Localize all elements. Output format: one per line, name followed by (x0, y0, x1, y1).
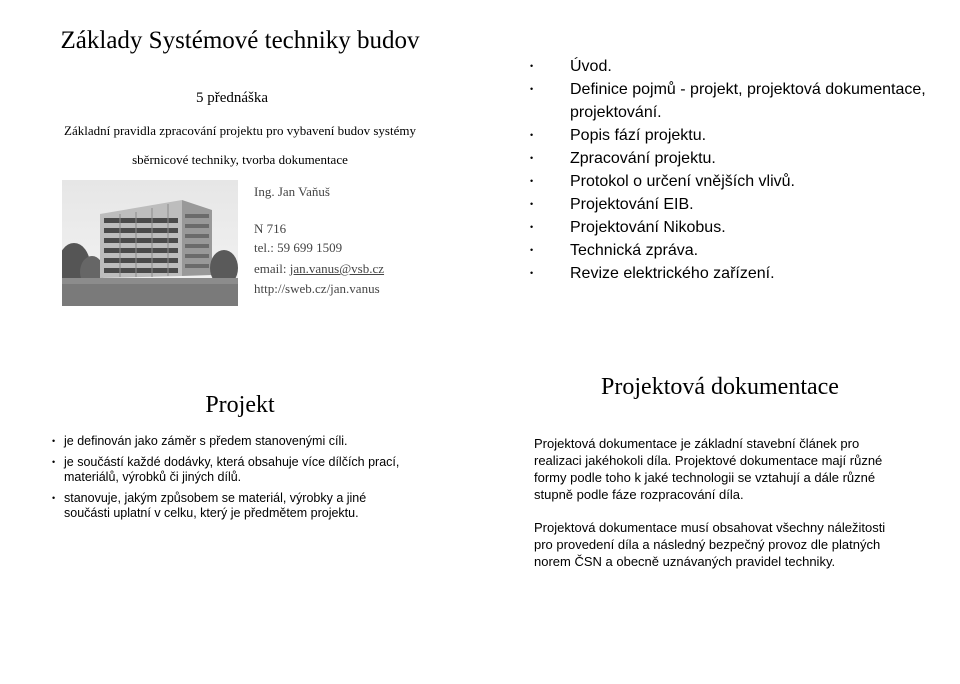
documentation-paragraph-1: Projektová dokumentace je základní stavební článek pro realizaci jakéhokoli díla. Projektové dokumentace mají různé formy podle toho k jaké technologii se vztahují a dále různé stupně podle fáze rozpracování díla. (534, 436, 883, 502)
definition-item: • je součástí každé dodávky, která obsahuje více dílčích prací, materiálů, výrobků či jiných dílů. (64, 455, 404, 485)
project-slide (0, 342, 480, 684)
outline-item: • Zpracování projektu. (570, 147, 950, 170)
documentation-paragraph-2: Projektová dokumentace musí obsahovat všechny náležitosti pro provedení díla a následný bezpečný provoz dle platných norem ČSN a obecně uznávaných pravidel techniky. (534, 520, 886, 569)
title-slide (0, 0, 480, 342)
definition-item: • je definován jako záměr s předem stanovenými cíli. (64, 434, 404, 449)
email-link[interactable]: jan.vanus@vsb.cz (289, 261, 385, 276)
email-label: email: (254, 261, 290, 276)
lecture-description-line2: sběrnicové techniky, tvorba dokumentace (132, 152, 348, 167)
outline-item: • Popis fází projektu. (570, 124, 950, 147)
slide-title: Základy Systémové techniky budov (60, 27, 420, 54)
outline-item: • Úvod. (570, 55, 950, 78)
outline-item: • Revize elektrického zařízení. (570, 262, 950, 285)
author-name: Ing. Jan Vaňuš (254, 184, 330, 199)
email-line (254, 261, 384, 277)
lecture-description-line1: Základní pravidla zpracování projektu pro vybavení budov systémy (64, 123, 416, 138)
office-room: N 716 (254, 221, 287, 236)
phone-number: tel.: 59 699 1509 (254, 240, 343, 255)
definition-item: • stanovuje, jakým způsobem se materiál, výrobky a jiné součásti uplatní v celku, který je předmětem projektu. (64, 491, 404, 521)
website-url[interactable]: http://sweb.cz/jan.vanus (254, 281, 380, 296)
project-definition-list (64, 434, 404, 527)
documentation-slide (480, 342, 960, 684)
outline-list (570, 55, 950, 285)
outline-item: • Technická zpráva. (570, 239, 950, 262)
building-photo (62, 180, 238, 306)
outline-item: • Protokol o určení vnějších vlivů. (570, 170, 950, 193)
lecture-number: 5 přednáška (196, 90, 269, 106)
outline-slide (480, 0, 960, 342)
slide-title: Projektová dokumentace (601, 374, 839, 400)
outline-item: • Projektování EIB. (570, 193, 950, 216)
slide-title: Projekt (205, 392, 275, 418)
outline-item: • Definice pojmů - projekt, projektová dokumentace, projektování. (570, 78, 950, 124)
outline-item: • Projektování Nikobus. (570, 216, 950, 239)
